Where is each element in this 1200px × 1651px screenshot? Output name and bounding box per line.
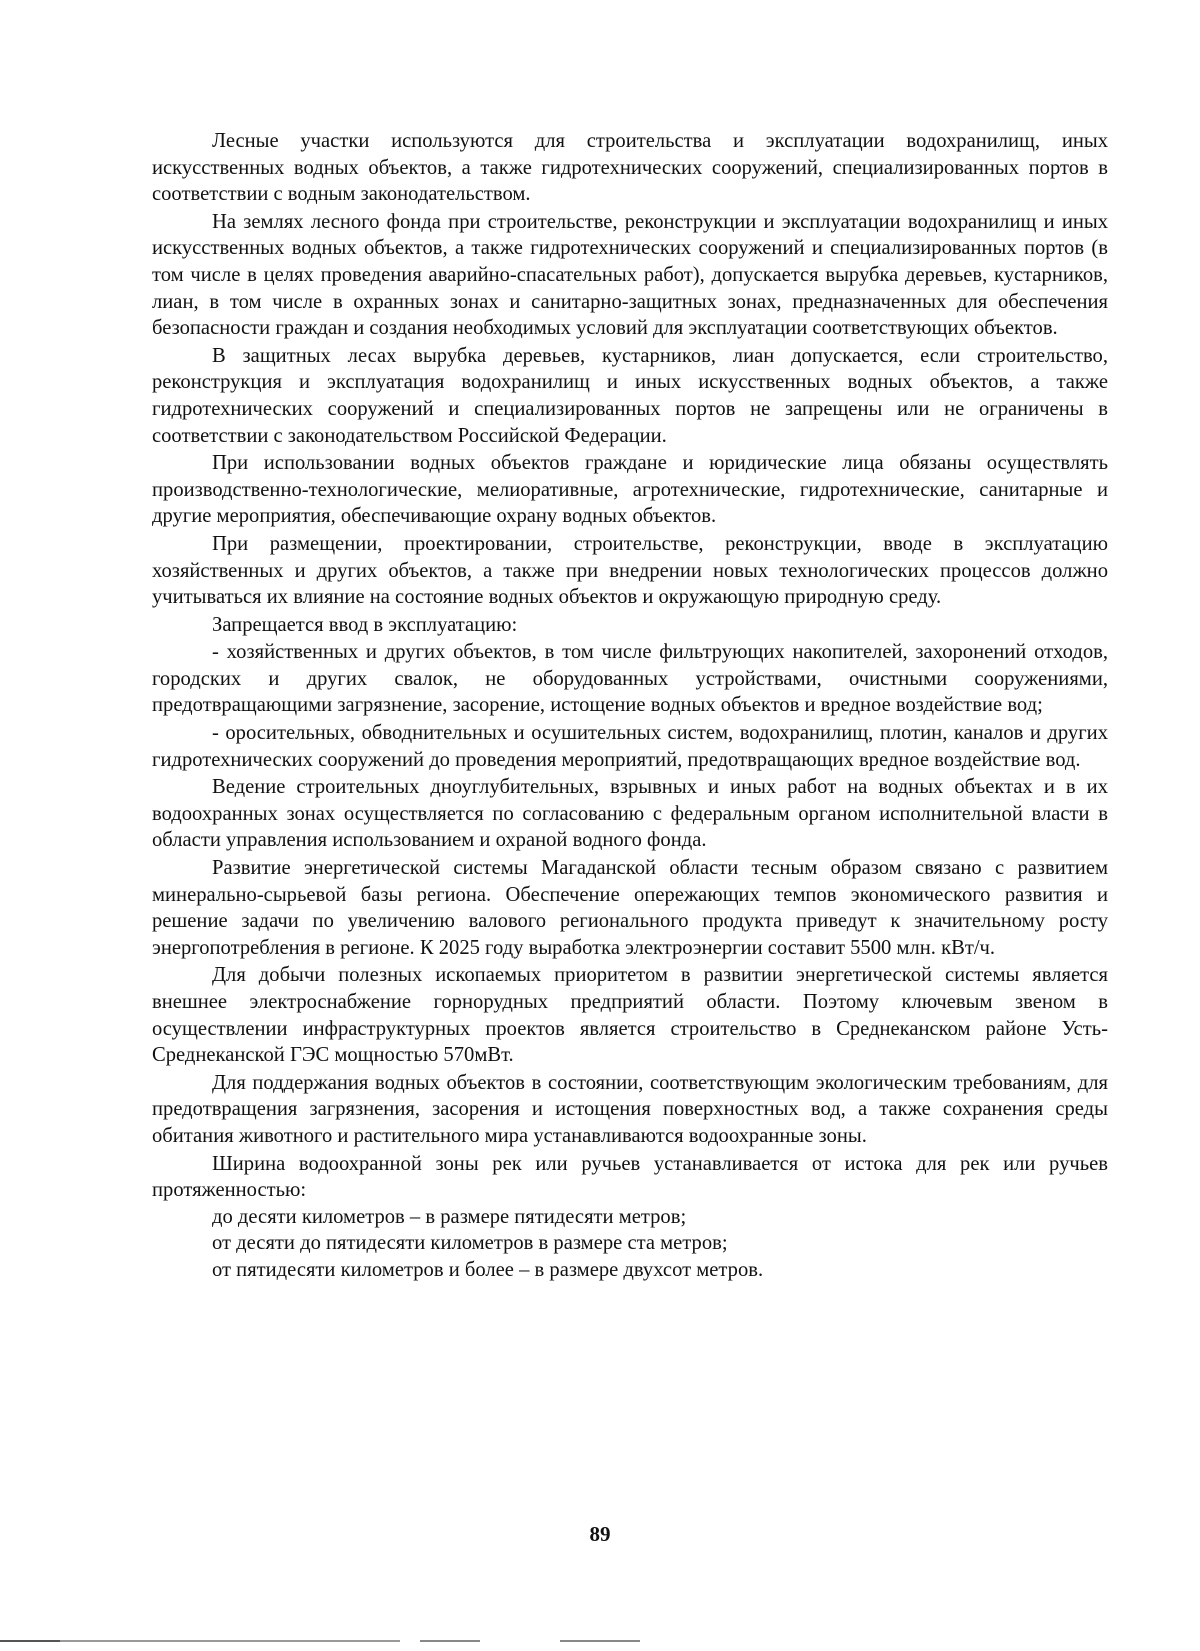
paragraph-7: - хозяйственных и других объектов, в том числе фильтрующих накопителей, захоронений отходов, городских и других свалок, не оборудованных устройствами, очистными сооружениями, предотвращающими загрязнение, засорение, истощение водных объектов и вредное воздействие вод; — [152, 641, 1108, 717]
paragraph-6: Запрещается ввод в эксплуатацию: — [212, 613, 518, 636]
document-page — [152, 128, 1108, 1284]
paragraph-11: Для добычи полезных ископаемых приоритетом в развитии энергетической системы является внешнее электроснабжение горнорудных предприятий области. Поэтому ключевым звеном в осуществлении инфраструктурных проектов является строительство в Среднеканском районе Усть-Среднеканской ГЭС мощностью 570мВт. — [152, 964, 1108, 1067]
list-item-3: от пятидесяти километров и более – в размере двухсот метров. — [212, 1258, 764, 1281]
scan-edge-rule — [0, 1640, 640, 1642]
paragraph-5: При размещении, проектировании, строительстве, реконструкции, вводе в эксплуатацию хозяйственных и других объектов, а также при внедрении новых технологических процессов должно учитываться их влияние на состояние водных объектов и окружающую природную среду. — [152, 532, 1108, 609]
paragraph-2: На землях лесного фонда при строительстве, реконструкции и эксплуатации водохранилищ и иных искусственных водных объектов, а также гидротехнических сооружений и специализированных портов (в том числе в целях проведения аварийно-спасательных работ), допускается вырубка деревьев, кустарников, лиан, в том числе в охранных зонах и санитарно-защитных зонах, предназначенных для обеспечения безопасности граждан и создания необходимых условий для эксплуатации соответствующих объектов. — [152, 210, 1108, 340]
paragraph-10: Развитие энергетической системы Магаданской области тесным образом связано с развитием минерально-сырьевой базы региона. Обеспечение опережающих темпов экономического развития и решение задачи по увеличению валового регионального продукта приведут к значительному росту энергопотребления в регионе. К 2025 году выработка электроэнергии составит 5500 млн. кВт/ч. — [152, 857, 1108, 959]
paragraph-8: - оросительных, обводнительных и осушительных систем, водохранилищ, плотин, каналов и других гидротехнических сооружений до проведения мероприятий, предотвращающих вредное воздействие вод. — [152, 722, 1108, 771]
paragraph-12: Для поддержания водных объектов в состоянии, соответствующим экологическим требованиям, для предотвращения загрязнения, засорения и истощения поверхностных вод, а также сохранения среды обитания животного и растительного мира устанавливаются водоохранные зоны. — [152, 1071, 1108, 1147]
paragraph-13: Ширина водоохранной зоны рек или ручьев устанавливается от истока для рек или ручьев протяженностью: — [152, 1152, 1108, 1202]
paragraph-3: В защитных лесах вырубка деревьев, кустарников, лиан допускается, если строительство, реконструкция и эксплуатация водохранилищ и иных искусственных водных объектов, а также гидротехнических сооружений и специализированных портов не запрещены или не ограничены в соответствии с законодательством Российской Федерации. — [152, 344, 1108, 447]
paragraph-4: При использовании водных объектов граждане и юридические лица обязаны осуществлять производственно-технологические, мелиоративные, агротехнические, гидротехнические, санитарные и другие мероприятия, обеспечивающие охрану водных объектов. — [152, 452, 1108, 528]
list-item-1: до десяти километров – в размере пятидесяти метров; — [212, 1205, 687, 1228]
page-number: 89 — [589, 1522, 611, 1546]
paragraph-1: Лесные участки используются для строительства и эксплуатации водохранилищ, иных искусственных водных объектов, а также гидротехнических сооружений, специализированных портов в соответствии с водным законодательством. — [152, 130, 1108, 206]
paragraph-9: Ведение строительных дноуглубительных, взрывных и иных работ на водных объектах и в их водоохранных зонах осуществляется по согласованию с федеральным органом исполнительной власти в области управления использованием и охраной водного фонда. — [152, 776, 1108, 852]
list-item-2: от десяти до пятидесяти километров в размере ста метров; — [212, 1232, 728, 1255]
